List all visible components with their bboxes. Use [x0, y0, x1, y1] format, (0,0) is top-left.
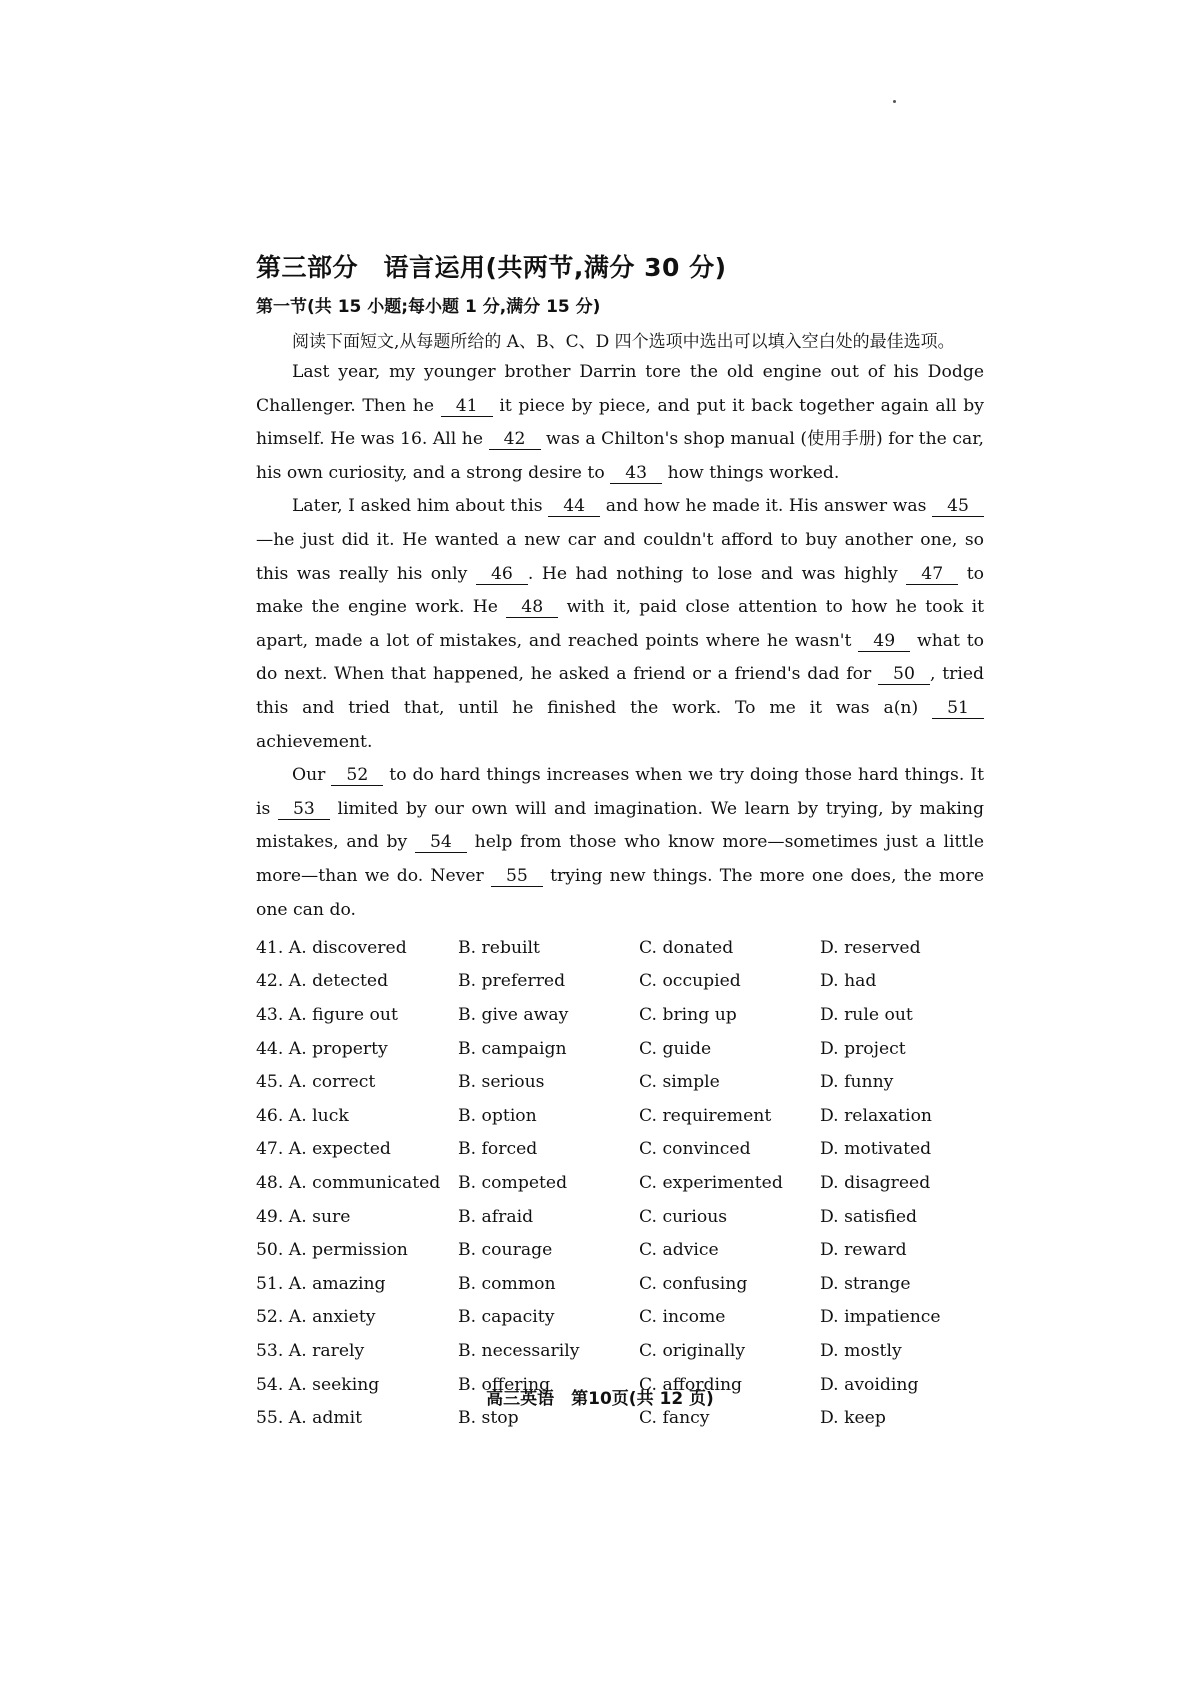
section-title: 第一节(共 15 小题;每小题 1 分,满分 15 分) — [256, 297, 601, 317]
option-c: C. guide — [639, 1038, 712, 1059]
passage-text: Last year, my younger brother Darrin tore the old engine out of his Dodge Challenger. Then he — [256, 362, 984, 416]
option-row — [256, 1133, 984, 1167]
option-c: C. curious — [639, 1206, 728, 1227]
blank-44: 44 — [548, 496, 600, 517]
passage-paragraph — [256, 759, 984, 927]
option-b: B. capacity — [458, 1307, 555, 1328]
option-a: 43. A. figure out — [256, 1005, 398, 1026]
blank-51: 51 — [932, 698, 984, 719]
blank-43: 43 — [610, 463, 662, 484]
option-c: C. requirement — [639, 1105, 772, 1126]
option-d: D. impatience — [820, 1307, 941, 1328]
option-row — [256, 1166, 984, 1200]
option-c: C. experimented — [639, 1173, 783, 1194]
passage-text: help from those who know more—sometimes just a little more—than we do. Never — [256, 832, 985, 886]
option-row — [256, 1099, 984, 1133]
blank-49: 49 — [858, 631, 910, 652]
option-a: 45. A. correct — [256, 1072, 376, 1093]
blank-41: 41 — [441, 396, 493, 417]
option-c: C. simple — [639, 1072, 720, 1093]
option-d: D. satisfied — [820, 1206, 918, 1227]
option-c: C. donated — [639, 937, 734, 958]
passage-text: trying new things. The more one does, the more one can do. — [256, 865, 984, 920]
options-list — [256, 931, 984, 1435]
option-row — [256, 965, 984, 999]
blank-42: 42 — [489, 429, 541, 450]
option-d: D. rule out — [820, 1005, 913, 1026]
option-b: B. offering — [458, 1374, 551, 1395]
option-d: D. project — [820, 1038, 906, 1059]
option-a: 46. A. luck — [256, 1105, 349, 1126]
option-c: C. income — [639, 1307, 726, 1328]
option-b: B. stop — [458, 1408, 519, 1429]
option-row — [256, 1233, 984, 1267]
option-d: D. funny — [820, 1072, 894, 1093]
option-d: D. relaxation — [820, 1105, 932, 1126]
option-a: 52. A. anxiety — [256, 1307, 376, 1328]
option-c: C. affording — [639, 1374, 743, 1395]
blank-45: 45 — [932, 496, 984, 517]
passage-text: limited by our own will and imagination. We learn by trying, by making mistakes, and by — [256, 798, 984, 853]
option-a: 49. A. sure — [256, 1206, 351, 1227]
scan-speck — [893, 100, 896, 103]
blank-47: 47 — [906, 564, 958, 585]
option-b: B. afraid — [458, 1206, 534, 1227]
option-d: D. reward — [820, 1240, 907, 1261]
blank-53: 53 — [278, 799, 330, 820]
option-row — [256, 1267, 984, 1301]
option-d: D. strange — [820, 1273, 911, 1294]
passage-text: was a Chilton's shop manual (使用手册) for the car, his own curiosity, and a strong desire to — [256, 429, 984, 483]
passage-text: how things worked. — [662, 462, 840, 483]
option-d: D. keep — [820, 1408, 886, 1429]
option-b: B. competed — [458, 1173, 568, 1194]
passage-paragraph — [256, 490, 984, 759]
option-c: C. fancy — [639, 1408, 710, 1429]
option-d: D. reserved — [820, 937, 921, 958]
instructions: 阅读下面短文,从每题所给的 A、B、C、D 四个选项中选出可以填入空白处的最佳选项。 — [292, 332, 955, 352]
option-b: B. give away — [458, 1005, 569, 1026]
option-a: 44. A. property — [256, 1038, 388, 1059]
option-b: B. common — [458, 1273, 556, 1294]
page-footer: 高三英语 第10页(共 12 页) — [486, 1389, 714, 1409]
option-a: 54. A. seeking — [256, 1374, 380, 1395]
option-b: B. serious — [458, 1072, 545, 1093]
blank-52: 52 — [331, 765, 383, 786]
option-d: D. had — [820, 971, 877, 992]
option-b: B. option — [458, 1105, 537, 1126]
option-b: B. forced — [458, 1139, 538, 1160]
content-area — [256, 248, 984, 1435]
option-c: C. originally — [639, 1341, 746, 1362]
blank-46: 46 — [476, 564, 528, 585]
option-a: 53. A. rarely — [256, 1341, 365, 1362]
option-row — [256, 1200, 984, 1234]
option-a: 47. A. expected — [256, 1139, 391, 1160]
blank-48: 48 — [506, 597, 558, 618]
passage-text: Our — [292, 765, 332, 786]
option-d: D. avoiding — [820, 1374, 919, 1395]
passage-text: to do hard things increases when we try doing those hard things. It is — [256, 765, 985, 819]
option-c: C. occupied — [639, 971, 741, 992]
option-row — [256, 1334, 984, 1368]
passage-text: what to do next. When that happened, he asked a friend or a friend's dad for — [256, 630, 984, 685]
option-row — [256, 998, 984, 1032]
passage-text: with it, paid close attention to how he took it apart, made a lot of mistakes, and reached points where he wasn't — [256, 597, 984, 651]
option-b: B. preferred — [458, 971, 566, 992]
passage-text: , tried this and tried that, until he finished the work. To me it was a(n) — [256, 664, 984, 718]
passage-text: —he just did it. He wanted a new car and couldn't afford to buy another one, so this was really his only — [256, 529, 984, 584]
option-a: 41. A. discovered — [256, 937, 407, 958]
option-d: D. mostly — [820, 1341, 902, 1362]
passage-text: achievement. — [256, 731, 373, 752]
option-b: B. campaign — [458, 1038, 567, 1059]
option-row — [256, 931, 984, 965]
option-row — [256, 1301, 984, 1335]
option-c: C. advice — [639, 1240, 719, 1261]
option-a: 48. A. communicated — [256, 1173, 441, 1194]
passage-text: Later, I asked him about this — [292, 496, 549, 517]
cloze-passage — [256, 356, 984, 927]
option-b: B. necessarily — [458, 1341, 580, 1362]
option-a: 42. A. detected — [256, 971, 389, 992]
passage-paragraph — [256, 356, 984, 490]
part-heading: 第三部分 语言运用(共两节,满分 30 分) — [256, 253, 727, 282]
option-d: D. disagreed — [820, 1173, 931, 1194]
option-b: B. courage — [458, 1240, 553, 1261]
blank-54: 54 — [415, 832, 467, 853]
option-d: D. motivated — [820, 1139, 932, 1160]
option-a: 50. A. permission — [256, 1240, 408, 1261]
blank-55: 55 — [491, 866, 543, 887]
passage-text: . He had nothing to lose and was highly — [527, 563, 907, 584]
passage-text: it piece by piece, and put it back together again all by himself. He was 16. All he — [256, 395, 984, 450]
passage-text: and how he made it. His answer was — [600, 496, 932, 517]
option-a: 51. A. amazing — [256, 1273, 386, 1294]
option-c: C. confusing — [639, 1273, 748, 1294]
option-row — [256, 1032, 984, 1066]
option-c: C. convinced — [639, 1139, 751, 1160]
option-row — [256, 1065, 984, 1099]
option-b: B. rebuilt — [458, 937, 540, 958]
option-a: 55. A. admit — [256, 1408, 363, 1429]
blank-50: 50 — [878, 664, 930, 685]
option-c: C. bring up — [639, 1005, 737, 1026]
passage-text: to make the engine work. He — [256, 563, 984, 618]
